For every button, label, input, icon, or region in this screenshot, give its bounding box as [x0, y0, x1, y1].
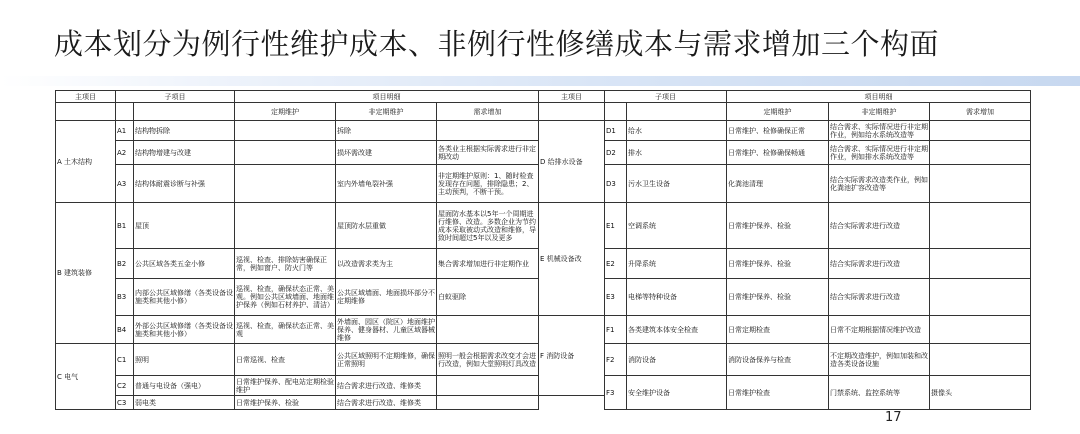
header-blank	[627, 103, 727, 121]
row-demand	[437, 121, 539, 141]
row-routine: 日常巡视、检查	[235, 344, 336, 376]
header-nonroutine: 非定期维护	[336, 103, 437, 121]
row-demand	[930, 279, 1031, 316]
row-name: 消防设备	[627, 344, 727, 376]
row-code: E1	[605, 203, 627, 249]
row-code: F2	[605, 344, 627, 376]
cost-table	[55, 90, 1031, 410]
row-code: D2	[605, 141, 627, 165]
row-name: 屋顶	[134, 203, 235, 249]
row-nonroutine: 结合需求、实际情况进行非定期作业，例如排水系统改造等	[829, 141, 930, 165]
page-number: 17	[885, 410, 902, 425]
header-detail-right: 项目明细	[727, 91, 1031, 103]
header-demand-right: 需求增加	[930, 103, 1031, 121]
row-demand	[930, 165, 1031, 203]
header-blank	[116, 103, 134, 121]
header-blank	[539, 103, 605, 121]
row-demand: 白蚁驱除	[437, 279, 539, 316]
row-nonroutine: 损坏需改建	[336, 141, 437, 165]
row-demand: 摄像头	[930, 376, 1031, 410]
row-demand	[930, 121, 1031, 141]
header-routine-right: 定期维护	[727, 103, 829, 121]
row-demand	[930, 316, 1031, 344]
row-name: 结构物拆除	[134, 121, 235, 141]
row-nonroutine: 结合实际需求进行改造	[829, 249, 930, 279]
row-routine: 日常维护检查	[727, 376, 829, 410]
row-name: 内部公共区域修缮（各类设备设施类和其他小修）	[134, 279, 235, 316]
row-routine: 日常定期检查	[727, 316, 829, 344]
row-nonroutine: 结合实际需求改造类作业，例如化粪池扩容改造等	[829, 165, 930, 203]
row-code: C1	[116, 344, 134, 376]
row-name: 空调系统	[627, 203, 727, 249]
row-routine	[235, 141, 336, 165]
row-code: E2	[605, 249, 627, 279]
row-code: B4	[116, 316, 134, 344]
row-code: B1	[116, 203, 134, 249]
row-code: A1	[116, 121, 134, 141]
row-name: 公共区域各类五金小修	[134, 249, 235, 279]
row-nonroutine: 屋顶防水层重做	[336, 203, 437, 249]
group-b-name: B 建筑装修	[56, 203, 116, 344]
header-blank	[56, 103, 116, 121]
row-name: 污水卫生设备	[627, 165, 727, 203]
row-nonroutine: 门禁系统、监控系统等	[829, 376, 930, 410]
row-routine: 巡视、检查、排除妨害确保正常，例如窗户、防火门等	[235, 249, 336, 279]
row-routine: 日常维护保养、检验	[727, 249, 829, 279]
row-demand	[437, 396, 539, 410]
row-name: 弱电类	[134, 396, 235, 410]
group-f-name: F 消防设备	[539, 316, 605, 396]
row-demand: 集合需求增加进行非定期作业	[437, 249, 539, 279]
row-routine: 日常维护保养、配电站定期检验维护	[236, 377, 334, 394]
row-demand: 各类业主根据实际需求进行非定期改动	[437, 141, 539, 165]
row-code: F1	[605, 316, 627, 344]
row-nonroutine: 公共区域照明不定期维修，确保正常照明	[336, 344, 437, 376]
row-routine	[235, 203, 336, 249]
row-name: 排水	[627, 141, 727, 165]
row-code: D3	[605, 165, 627, 203]
row-name: 普通与电设备（强电）	[134, 376, 235, 396]
row-demand: 照明一般会根据需求改变才会进行改造，例如大堂照明灯具改造	[437, 344, 539, 376]
header-main-item-right: 主项目	[539, 91, 605, 103]
row-nonroutine: 外墙面、园区（院区）地面维护保养、健身器材、儿童区域器械维修	[337, 317, 435, 342]
row-code: C2	[116, 376, 134, 396]
row-nonroutine: 结合需求、实际情况进行非定期作业，例如给水系统改造等	[830, 122, 928, 139]
row-routine: 巡视、检查，确保状态正常、美观	[235, 316, 336, 344]
row-nonroutine: 结合需求进行改造、维修类	[336, 376, 437, 396]
row-nonroutine: 以改造需求类为主	[336, 249, 437, 279]
row-routine	[235, 165, 336, 203]
row-routine: 日常维护保养、检验	[727, 203, 829, 249]
row-demand	[437, 316, 539, 344]
row-name: 照明	[134, 344, 235, 376]
header-main-item: 主项目	[56, 91, 116, 103]
header-detail: 项目明细	[235, 91, 539, 103]
row-demand	[930, 344, 1031, 376]
row-code: F3	[605, 376, 627, 410]
group-c-name: C 电气	[56, 344, 116, 410]
group-a-name: A 土木结构	[56, 121, 116, 203]
row-code: C3	[116, 396, 134, 410]
row-routine	[235, 121, 336, 141]
row-nonroutine: 拆除	[336, 121, 437, 141]
row-demand	[930, 203, 1031, 249]
row-routine: 消防设备保养与检查	[727, 344, 829, 376]
row-name: 安全维护设备	[627, 376, 727, 410]
row-code: A3	[116, 165, 134, 203]
row-nonroutine: 公共区域墙面、地面损坏部分不定期维修	[336, 279, 437, 316]
row-nonroutine: 结合实际需求进行改造	[829, 203, 930, 249]
row-nonroutine: 日常不定期根据情况维护改造	[829, 316, 930, 344]
row-nonroutine: 室内外墙龟裂补强	[336, 165, 437, 203]
row-routine: 日常维护、检修确保畅通	[727, 141, 829, 165]
row-code: E3	[605, 279, 627, 316]
row-name: 结构体耐震诊断与补强	[134, 165, 235, 203]
row-name: 结构物增建与改建	[134, 141, 235, 165]
row-nonroutine: 不定期改造维护，例如加装和改造各类设备设施	[829, 344, 930, 376]
page-title: 成本划分为例行性维护成本、非例行性修缮成本与需求增加三个构面	[54, 27, 940, 61]
row-routine: 巡视、检查，确保状态正常、美观。例如公共区域墙面、地面维护保养（例如石材养护、清洁）	[235, 279, 336, 316]
row-nonroutine: 结合实际需求进行改造	[829, 279, 930, 316]
row-demand	[930, 249, 1031, 279]
row-name: 给水	[627, 121, 727, 141]
row-routine: 日常维护、检修确保正常	[727, 121, 829, 141]
row-code: A2	[116, 141, 134, 165]
group-d-name: D 给排水设备	[539, 121, 605, 203]
row-code: B2	[116, 249, 134, 279]
header-blank	[605, 103, 627, 121]
row-name: 升降系统	[627, 249, 727, 279]
row-demand	[437, 376, 539, 396]
row-demand	[930, 141, 1031, 165]
header-routine: 定期维护	[235, 103, 336, 121]
row-routine: 化粪池清理	[727, 165, 829, 203]
row-code: D1	[605, 121, 627, 141]
row-routine: 日常维护保养、检验	[727, 279, 829, 316]
row-demand: 屋面防水基本以5年一个周期进行维修、改造。多数企业为节约成本采取被动式改造和维修，导致时间超过5年以及更多	[437, 203, 539, 249]
title-underline-bar	[0, 76, 1080, 86]
row-name: 各类建筑本体安全检查	[627, 316, 727, 344]
header-sub-item: 子项目	[116, 91, 235, 103]
header-demand: 需求增加	[437, 103, 539, 121]
header-blank	[134, 103, 235, 121]
row-name: 外部公共区域修缮（各类设备设施类和其他小修）	[134, 316, 235, 344]
row-routine: 日常维护保养、检验	[235, 396, 336, 410]
row-code: B3	[116, 279, 134, 316]
header-sub-item-right: 子项目	[605, 91, 727, 103]
group-e-name: E 机械设备改	[539, 203, 605, 316]
header-nonroutine-right: 非定期维护	[829, 103, 930, 121]
row-nonroutine: 结合需求进行改造、维修类	[336, 396, 437, 410]
row-demand: 非定期维护原则：1、随时检查发现存在问题，排除隐患；2、主动预判，不断干预。	[437, 165, 539, 203]
row-name: 电梯等特种设备	[627, 279, 727, 316]
